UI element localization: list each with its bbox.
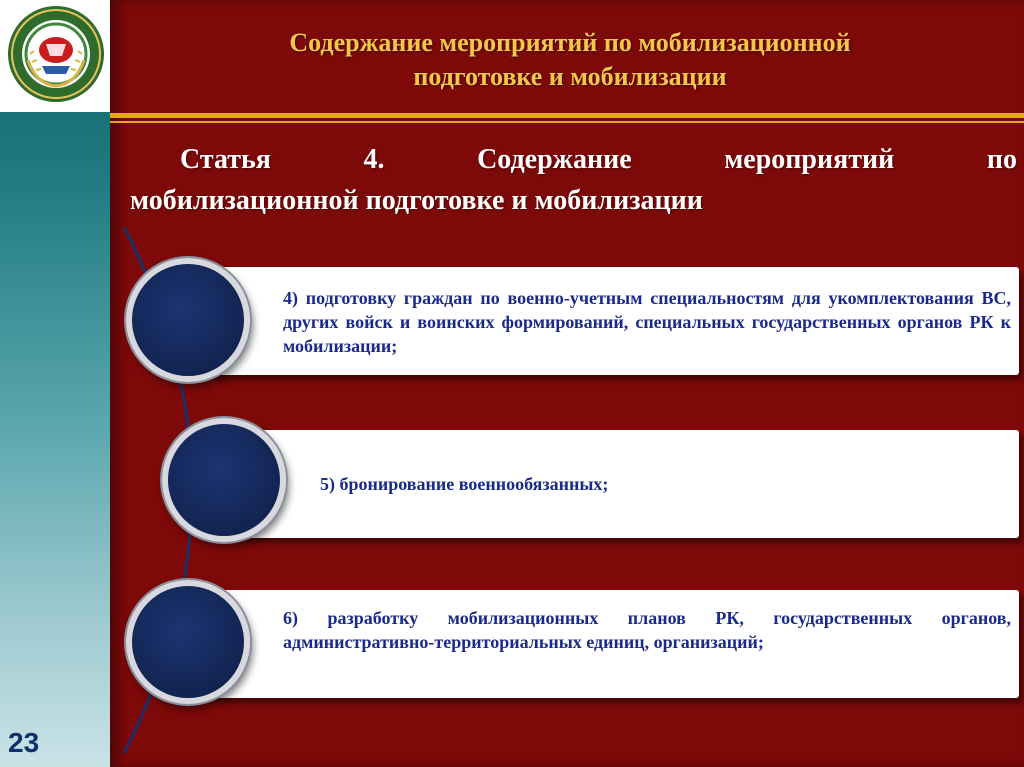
article-heading-continued: мобилизационной подготовке и мобилизации — [130, 185, 703, 216]
article-heading — [180, 142, 1017, 178]
bullet-circle-icon — [126, 258, 250, 382]
side-strip — [0, 0, 110, 767]
list-item — [213, 590, 1019, 698]
list-item — [213, 267, 1019, 375]
article-word: Содержание — [477, 144, 632, 175]
article-word: по — [986, 144, 1017, 175]
logo-panel — [0, 0, 110, 112]
bullet-circle-icon — [162, 418, 286, 542]
list-item-text: 5) бронирование военнообязанных; — [320, 474, 609, 494]
emblem-seal-icon — [6, 4, 106, 104]
list-item — [243, 430, 1019, 538]
page-title-line2: подготовке и мобилизации — [413, 62, 727, 91]
slide-number: 23 — [8, 727, 40, 758]
header-divider — [110, 113, 1024, 118]
page-title-line1: Содержание мероприятий по мобилизационной — [289, 28, 851, 57]
article-word: 4. — [363, 144, 385, 175]
article-word: Статья — [180, 144, 271, 175]
header-divider-thin — [110, 121, 1024, 123]
list-item-text: 4) подготовку граждан по военно-учетным специальностям для укомплектования ВС, других войск и воинских формирований, специальных государственных органов РК к мобилизации; — [283, 288, 1011, 356]
list-item-text: 6) разработку мобилизационных планов РК, государственных органов, административно-территориальных единиц, организаций; — [283, 608, 1011, 652]
page-title — [120, 26, 1020, 94]
article-word: мероприятий — [724, 144, 895, 175]
bullet-circle-icon — [126, 580, 250, 704]
